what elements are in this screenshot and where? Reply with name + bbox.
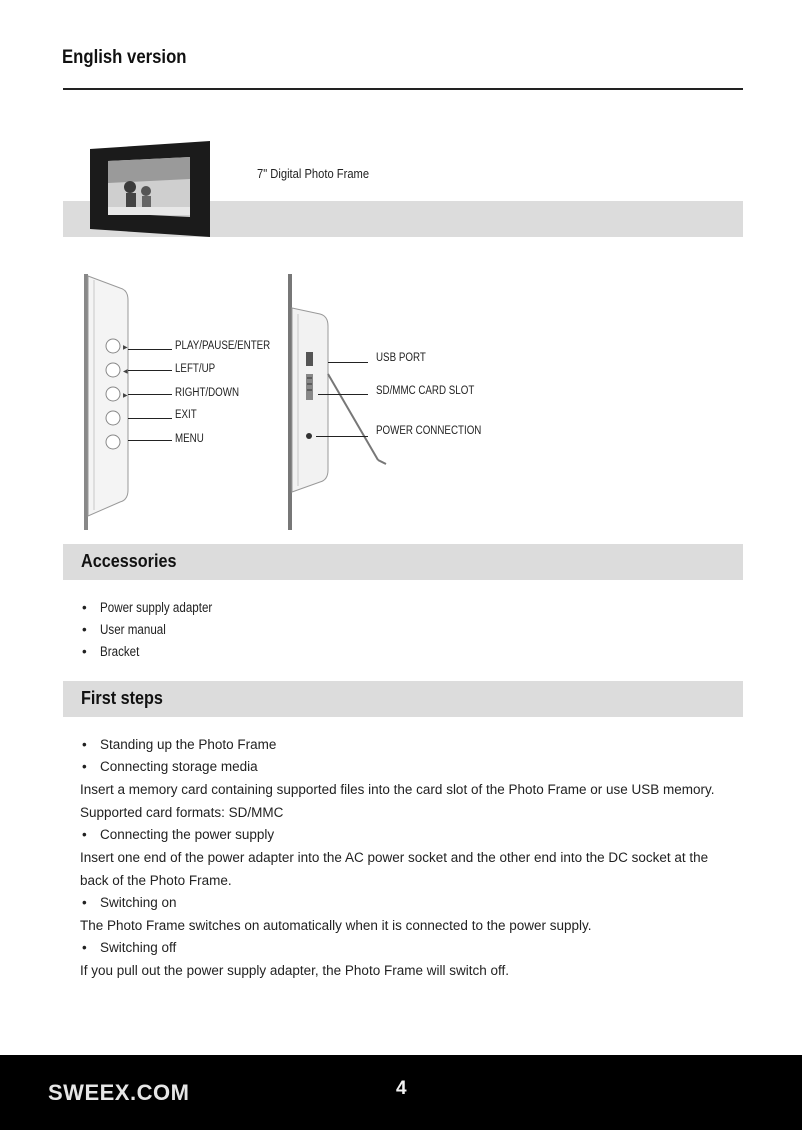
list-item: • Switching on (82, 895, 177, 910)
label-left-up: LEFT/UP (175, 363, 216, 375)
header-divider (63, 88, 743, 90)
photo-frame-image (86, 139, 212, 239)
label-power-connection: POWER CONNECTION (376, 425, 482, 437)
list-item: • Bracket (82, 644, 140, 659)
first-steps-content (80, 734, 720, 982)
list-item: • User manual (82, 622, 166, 637)
first-steps-title: First steps (81, 688, 163, 708)
list-item: • Connecting the power supply (82, 827, 275, 842)
leader-line (316, 436, 368, 437)
list-item: • Power supply adapter (82, 600, 213, 615)
list-item: • Standing up the Photo Frame (82, 737, 277, 752)
product-name: 7" Digital Photo Frame (257, 166, 370, 181)
frame-side-view-image (80, 274, 180, 530)
leader-line (128, 349, 172, 350)
label-right-down: RIGHT/DOWN (175, 387, 240, 399)
paragraph: If you pull out the power supply adapter, the Photo Frame will switch off. (80, 963, 509, 978)
header-language-title: English version (62, 47, 187, 68)
leader-line (318, 394, 368, 395)
page-number: 4 (396, 1078, 407, 1099)
frame-back-view-image (282, 274, 392, 530)
label-play-pause-enter: PLAY/PAUSE/ENTER (175, 340, 271, 352)
label-exit: EXIT (175, 409, 197, 421)
paragraph: Insert a memory card containing supported files into the card slot of the Photo Frame or use USB memory. Supported card formats: SD/MMC (80, 782, 715, 820)
label-sd-mmc-slot: SD/MMC CARD SLOT (376, 385, 475, 397)
leader-line (128, 370, 172, 371)
paragraph: The Photo Frame switches on automatically when it is connected to the power supply. (80, 918, 592, 933)
svg-text:▶: ▶ (123, 392, 128, 399)
svg-text:◀: ◀ (123, 368, 128, 375)
accessories-title: Accessories (81, 551, 177, 571)
accessories-list (82, 597, 231, 663)
leader-line (128, 440, 172, 441)
footer-brand: SWEEX.COM (48, 1080, 190, 1105)
label-menu: MENU (175, 433, 204, 445)
leader-line (128, 394, 172, 395)
list-item: • Switching off (82, 940, 177, 955)
paragraph: Insert one end of the power adapter into the AC power socket and the other end into the DC socket at the back of the Photo Frame. (80, 850, 709, 888)
list-item: • Connecting storage media (82, 759, 258, 774)
label-usb-port: USB PORT (376, 352, 426, 364)
svg-text:▶: ▶ (123, 344, 128, 351)
leader-line (328, 362, 368, 363)
leader-line (128, 418, 172, 419)
